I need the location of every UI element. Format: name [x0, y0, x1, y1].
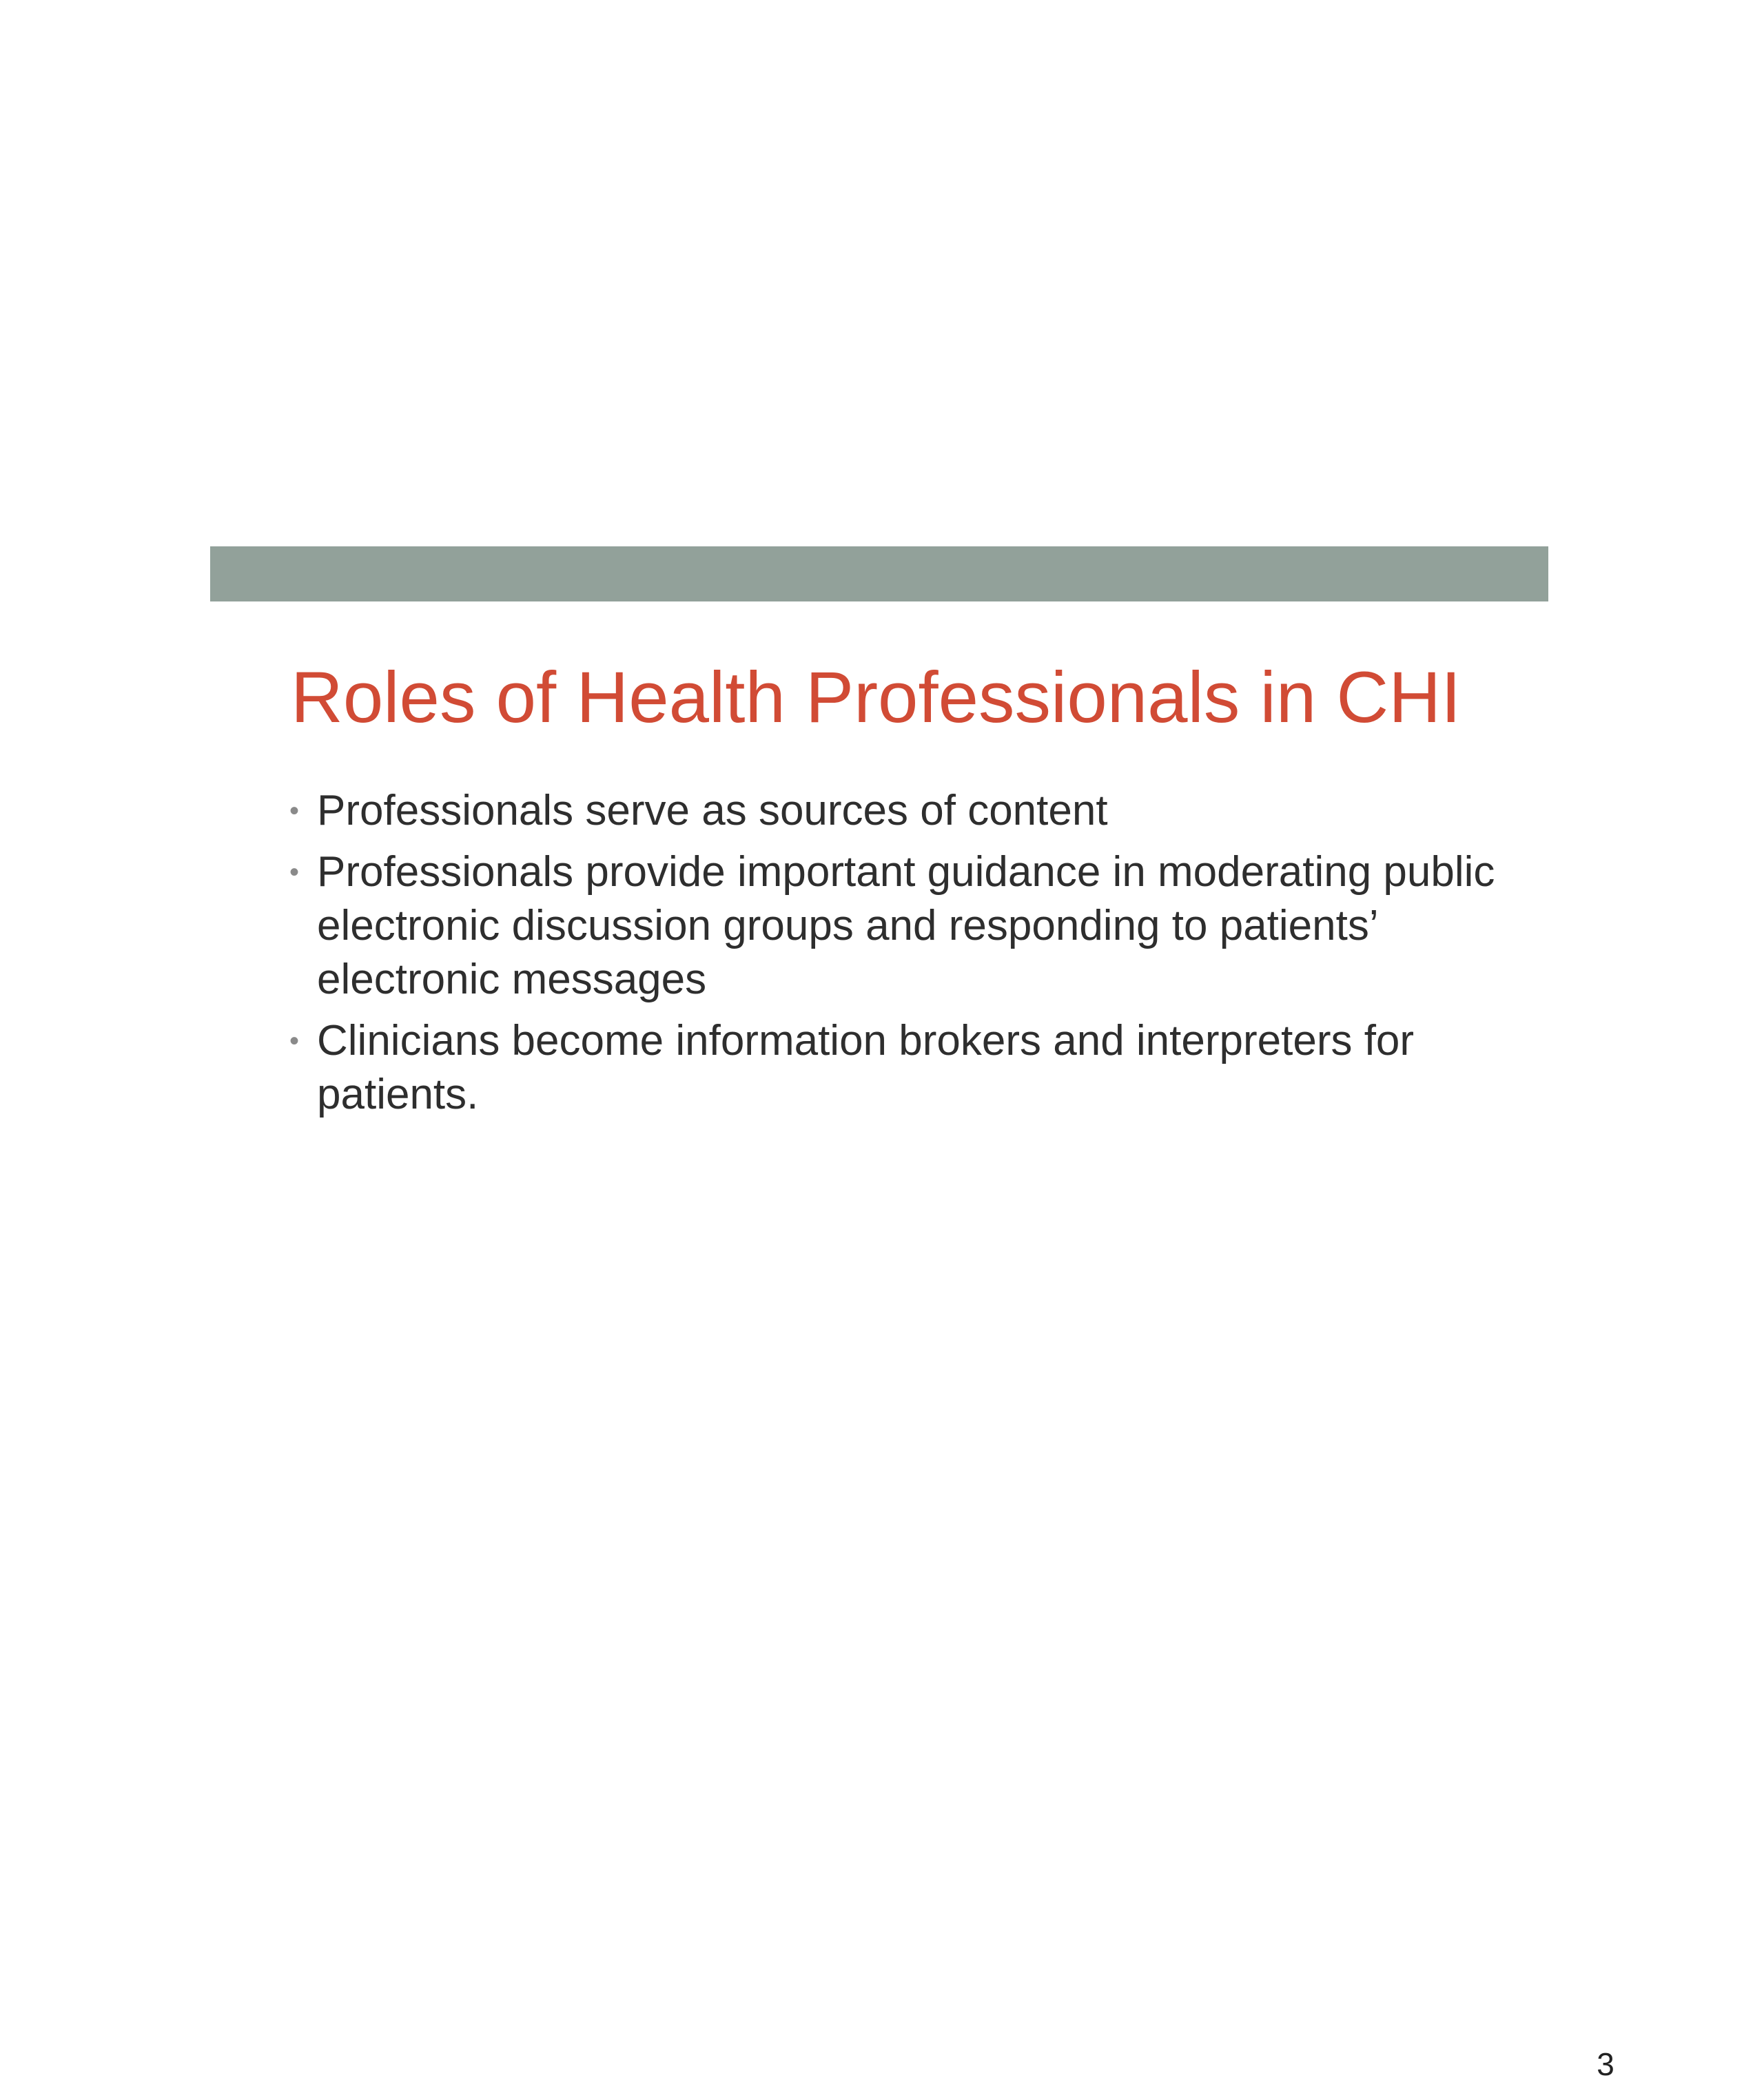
title-accent-bar — [210, 546, 1548, 601]
bullet-dot-icon: • — [289, 857, 300, 887]
bullet-list — [289, 784, 1530, 1129]
bullet-dot-icon: • — [289, 1026, 300, 1056]
bullet-text: Professionals provide important guidance in moderating public electronic discussion groups and responding to patients’ electronic messages — [317, 848, 1495, 1003]
bullet-item — [289, 845, 1530, 1007]
page-number: 3 — [1597, 2046, 1614, 2082]
slide-title: Roles of Health Professionals in CHI — [291, 657, 1462, 738]
bullet-item — [289, 1014, 1530, 1122]
bullet-item — [289, 784, 1530, 838]
bullet-dot-icon: • — [289, 796, 300, 826]
bullet-text: Professionals serve as sources of content — [317, 787, 1108, 834]
bullet-text: Clinicians become information brokers and interpreters for patients. — [317, 1017, 1415, 1118]
